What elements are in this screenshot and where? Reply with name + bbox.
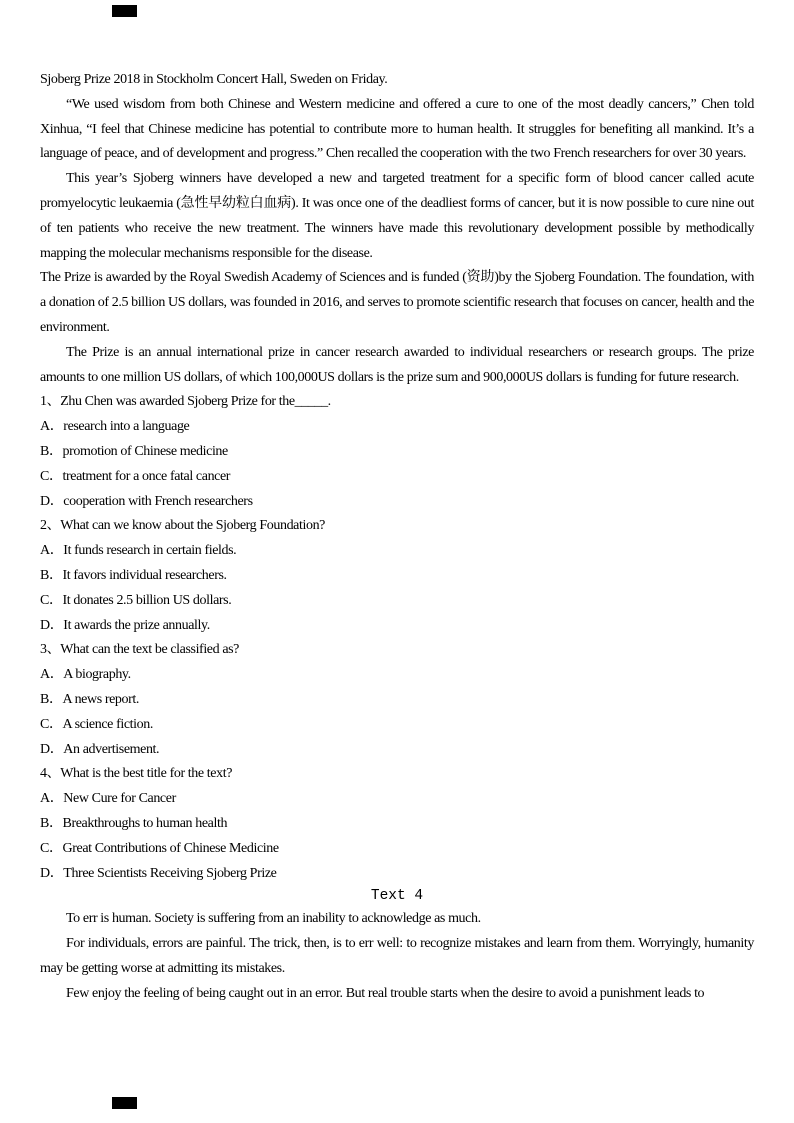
question-block-2	[40, 514, 754, 638]
question-3-option-d: D．An advertisement.	[40, 741, 160, 757]
passage-continuation-line: Sjoberg Prize 2018 in Stockholm Concert Hall, Sweden on Friday.	[40, 72, 388, 87]
section-marker-top	[112, 5, 137, 17]
question-2-option-a: A．It funds research in certain fields.	[40, 543, 237, 559]
question-4-option-a: A．New Cure for Cancer	[40, 791, 176, 807]
question-block-1	[40, 390, 754, 514]
question-1-option-a: A．research into a language	[40, 419, 190, 435]
question-2-stem: 2、What can we know about the Sjoberg Foundation?	[40, 518, 325, 534]
passage-paragraph-quote: “We used wisdom from both Chinese and Western medicine and offered a cure to one of the most deadly cancers,” Chen told Xinhua, “I feel that Chinese medicine has potential to contribute more to human health. It struggles for benefiting all mankind. It’s a language of peace, and of development and progress.” Chen recalled the cooperation with the two French researchers for over 30 years.	[40, 96, 754, 162]
passage-paragraph-prize-amount: The Prize is an annual international prize in cancer research awarded to individual researchers or research groups. The prize amounts to one million US dollars, of which 100,000US dollars is the prize sum and 900,000US dollars is funding for future research.	[40, 344, 754, 385]
question-4-option-b: B．Breakthroughs to human health	[40, 815, 228, 831]
question-3-option-c: C．A science fiction.	[40, 716, 153, 732]
question-3-stem: 3、What can the text be classified as?	[40, 642, 240, 658]
question-2-option-b: B．It favors individual researchers.	[40, 567, 227, 583]
question-4-stem: 4、What is the best title for the text?	[40, 766, 233, 782]
text4-paragraph-1: To err is human. Society is suffering from an inability to acknowledge as much.	[66, 911, 481, 927]
question-2-option-d: D．It awards the prize annually.	[40, 617, 210, 633]
question-3-option-b: B．A news report.	[40, 691, 139, 707]
section-marker-bottom	[112, 1097, 137, 1109]
passage-paragraph-foundation: The Prize is awarded by the Royal Swedish Academy of Sciences and is funded (资助)by the Sjoberg Foundation. The foundation, with a donation of 2.5 billion US dollars, was founded in 2016, and serves to promote scientific research that focuses on cancer, health and the environment.	[40, 270, 755, 335]
question-4-option-c: C．Great Contributions of Chinese Medicine	[40, 840, 279, 856]
question-block-3	[40, 638, 754, 762]
question-2-option-c: C．It donates 2.5 billion US dollars.	[40, 592, 232, 608]
question-1-option-c: C．treatment for a once fatal cancer	[40, 468, 231, 484]
passage-paragraph-winners: This year’s Sjoberg winners have developed a new and targeted treatment for a specific form of blood cancer called acute promyelocytic leukaemia (急性早幼粒白血病). It was once one of the deadliest forms of cancer, but it is now possible to cure nine out of ten patients who receive the new treatment. The winners have made this revolutionary development possible by methodically mapping the molecular mechanisms responsible for the disease.	[40, 171, 754, 261]
text4-section-heading: Text 4	[370, 888, 424, 905]
text4-paragraph-2: For individuals, errors are painful. The trick, then, is to err well: to recognize mistakes and learn from them. Worryingly, humanity may be getting worse at admitting its mistakes.	[40, 936, 754, 976]
question-3-option-a: A．A biography.	[40, 667, 131, 683]
question-block-4	[40, 762, 754, 886]
question-4-option-d: D．Three Scientists Receiving Sjoberg Prize	[40, 865, 277, 881]
question-1-option-b: B．promotion of Chinese medicine	[40, 443, 228, 459]
question-1-option-d: D．cooperation with French researchers	[40, 493, 253, 509]
text4-paragraph-3: Few enjoy the feeling of being caught out in an error. But real trouble starts when the desire to avoid a punishment leads to	[66, 985, 705, 1001]
question-1-stem: 1、Zhu Chen was awarded Sjoberg Prize for the_____.	[40, 394, 331, 410]
